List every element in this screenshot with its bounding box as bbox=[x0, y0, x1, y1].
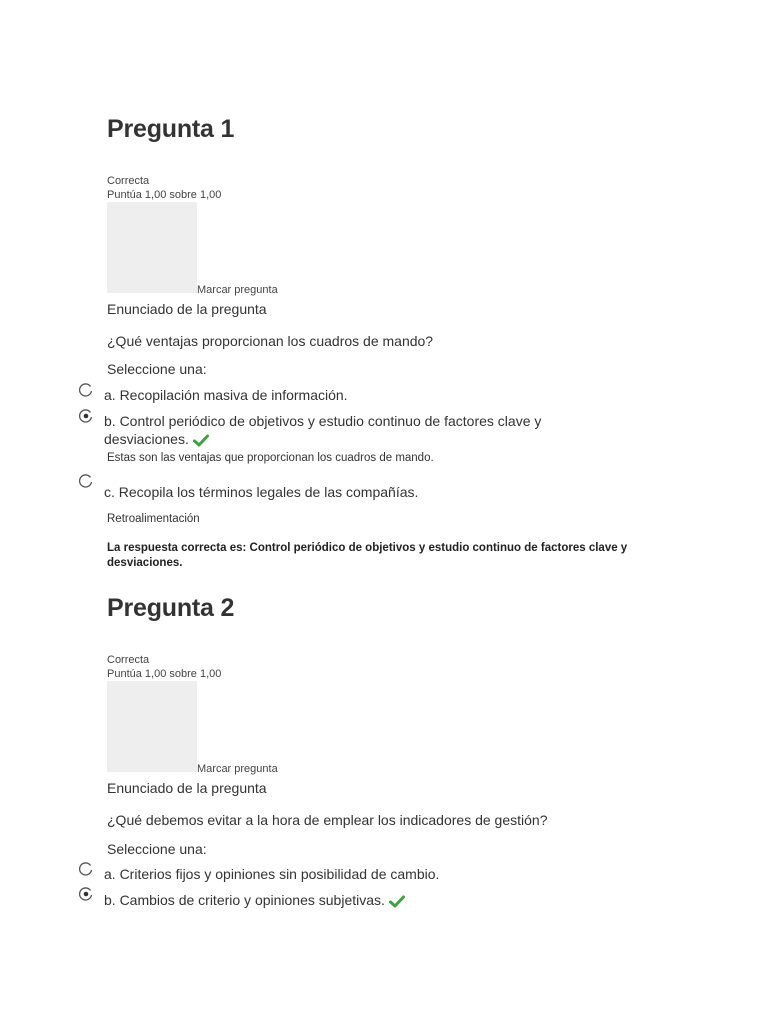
question-text: ¿Qué debemos evitar a la hora de emplear los indicadores de gestión? bbox=[107, 812, 548, 828]
option-c[interactable]: c. Recopila los términos legales de las compañías. bbox=[104, 484, 419, 500]
radio-unselected-icon[interactable] bbox=[79, 383, 93, 397]
option-b-label: b. Cambios de criterio y opiniones subjetivas. bbox=[104, 892, 385, 908]
radio-selected-icon[interactable] bbox=[79, 409, 93, 423]
question-statement-label: Enunciado de la pregunta bbox=[107, 301, 267, 317]
radio-unselected-icon[interactable] bbox=[79, 474, 93, 488]
select-prompt: Seleccione una: bbox=[107, 841, 207, 857]
question-state: Correcta bbox=[107, 175, 150, 187]
flag-icon[interactable] bbox=[107, 202, 197, 293]
right-answer: La respuesta correcta es: Control periódico de objetivos y estudio continuo de factores clave y desviaciones. bbox=[107, 542, 628, 569]
check-icon bbox=[389, 895, 405, 908]
question-state: Correcta bbox=[107, 654, 150, 666]
specific-feedback: Estas son las ventajas que proporcionan los cuadros de mando. bbox=[107, 452, 434, 464]
option-b-label: b. Control periódico de objetivos y estudio continuo de factores clave y desviaciones. bbox=[104, 413, 542, 447]
option-b[interactable] bbox=[104, 412, 604, 448]
flag-question-link[interactable]: Marcar pregunta bbox=[197, 284, 278, 296]
flag-question-link[interactable]: Marcar pregunta bbox=[197, 763, 278, 775]
option-a[interactable]: a. Recopilación masiva de información. bbox=[104, 387, 348, 403]
question-title: Pregunta 1 bbox=[107, 115, 235, 143]
question-grade: Puntúa 1,00 sobre 1,00 bbox=[107, 668, 222, 680]
option-a[interactable]: a. Criterios fijos y opiniones sin posibilidad de cambio. bbox=[104, 866, 440, 882]
question-statement-label: Enunciado de la pregunta bbox=[107, 780, 267, 796]
radio-selected-icon[interactable] bbox=[79, 887, 93, 901]
question-title: Pregunta 2 bbox=[107, 594, 235, 622]
option-b[interactable] bbox=[104, 891, 604, 909]
select-prompt: Seleccione una: bbox=[107, 361, 207, 377]
question-grade: Puntúa 1,00 sobre 1,00 bbox=[107, 189, 222, 201]
feedback-heading: Retroalimentación bbox=[107, 513, 200, 525]
flag-icon[interactable] bbox=[107, 681, 197, 772]
question-text: ¿Qué ventajas proporcionan los cuadros de mando? bbox=[107, 333, 434, 349]
check-icon bbox=[193, 434, 209, 447]
radio-unselected-icon[interactable] bbox=[79, 862, 93, 876]
